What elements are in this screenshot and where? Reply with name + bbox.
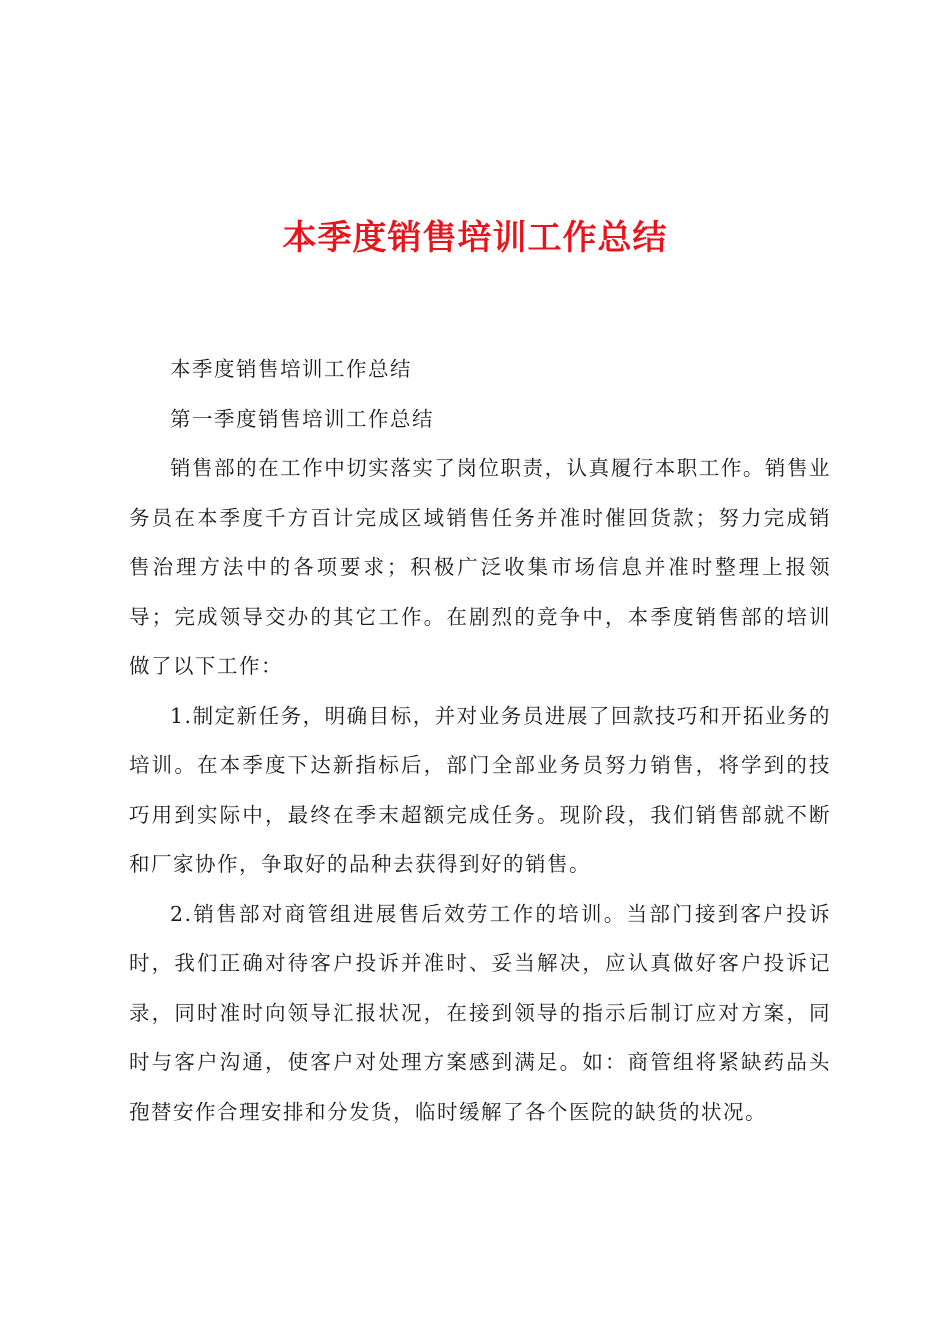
paragraph-heading: 本季度销售培训工作总结 [170,357,412,381]
document-body [129,345,831,1137]
paragraph-item-1: 1.制定新任务，明确目标，并对业务员进展了回款技巧和开拓业务的培训。在本季度下达新指标后，部门全部业务员努力销售，将学到的技巧用到实际中，最终在季末超额完成任务。现阶段，我们销售部就不断和厂家协作，争取好的品种去获得到好的销售。 [129,703,831,876]
paragraph-subheading: 第一季度销售培训工作总结 [170,406,434,431]
paragraph-intro: 销售部的在工作中切实落实了岗位职责，认真履行本职工作。销售业务员在本季度千方百计完成区域销售任务并准时催回货款；努力完成销售治理方法中的各项要求；积极广泛收集市场信息并准时整理上报领导；完成领导交办的其它工作。在剧烈的竞争中，本季度销售部的培训做了以下工作： [129,456,831,678]
document-title: 本季度销售培训工作总结 [282,218,668,258]
paragraph-item-2: 2.销售部对商管组进展售后效劳工作的培训。当部门接到客户投诉时，我们正确对待客户投诉并准时、妥当解决，应认真做好客户投诉记录，同时准时向领导汇报状况，在接到领导的指示后制订应对方案，同时与客户沟通，使客户对处理方案感到满足。如：商管组将紧缺药品头孢替安作合理安排和分发货，临时缓解了各个医院的缺货的状况。 [129,901,831,1124]
